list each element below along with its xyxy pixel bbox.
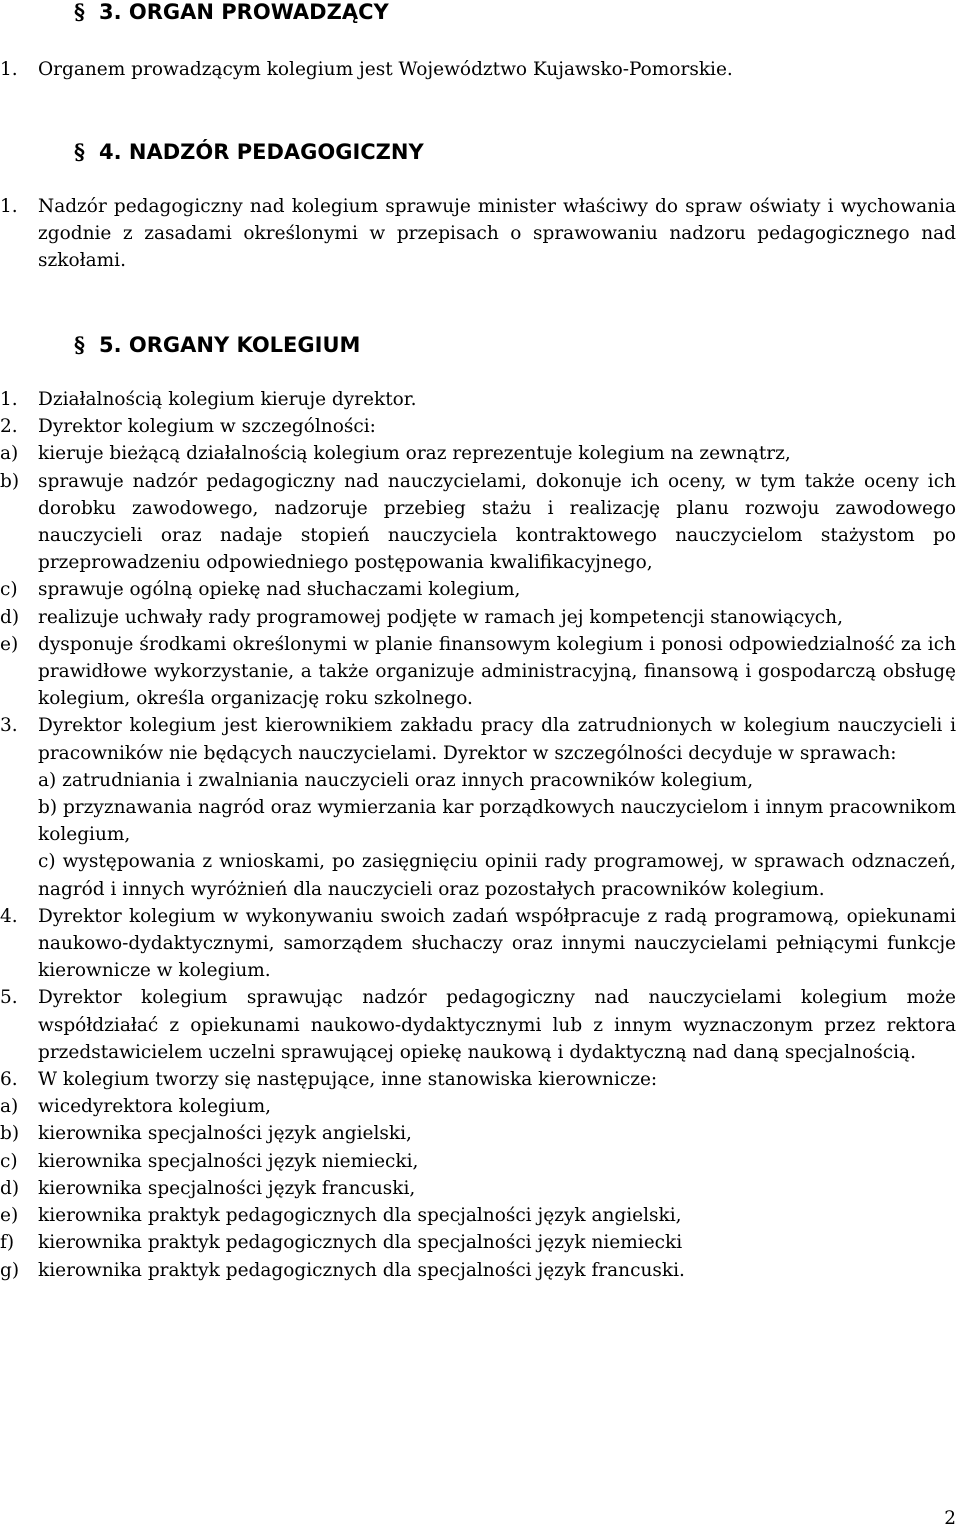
section-3-body [0,56,956,83]
item-text: kierownika praktyk pedagogicznych dla specjalności język niemiecki [38,1232,683,1254]
item-number: 5. [0,987,18,1009]
item-number: 3. [0,715,18,737]
item-text: sprawuje nadzór pedagogiczny nad nauczycielami, dokonuje ich oceny, w tym także oceny ich dorobku zawodowego, nadzoruje przebieg stażu i realizację planu rozwoju zawodowego nauczycieli oraz nadaje stopień nauczyciela kontraktowego nauczycielom stażystom po przeprowadzeniu odpowiedniego postępowania kwalifikacyjnego, [38,470,956,574]
item-text: realizuje uchwały rady programowej podjęte w ramach jej kompetencji stanowiących, [38,606,843,628]
section-5-title: 5. ORGANY KOLEGIUM [98,333,361,357]
item-text: a) zatrudniania i zwalniania nauczycieli oraz innych pracowników kolegium, [38,769,754,791]
section-4-body [0,193,956,275]
item-text: Działalnością kolegium kieruje dyrektor. [38,389,417,410]
section-5-body [0,386,956,1284]
list-item [0,386,956,413]
item-number: b) [0,470,20,492]
item-number: e) [0,1205,19,1227]
list-item [0,1257,956,1284]
item-number: 1. [0,196,18,217]
item-number: 6. [0,1069,18,1091]
list-item [0,767,956,794]
item-number: c) [0,1150,18,1172]
section-sign: § [74,139,85,164]
list-item [0,903,956,985]
item-number: e) [0,633,19,655]
list-item [0,56,956,83]
item-text: kierownika praktyk pedagogicznych dla specjalności język francuski. [38,1259,685,1281]
item-number: 4. [0,905,18,927]
list-item [0,1229,956,1256]
item-text: kieruje bieżącą działalnością kolegium oraz reprezentuje kolegium na zewnątrz, [38,443,791,465]
list-item [0,1120,956,1147]
item-text: Nadzór pedagogiczny nad kolegium sprawuje minister właściwy do spraw oświaty i wychowania zgodnie z zasadami określonymi w przepisach o sprawowaniu nadzoru pedagogicznego nad szkołami. [38,196,956,272]
section-sign: § [74,0,85,24]
item-text: kierownika specjalności język niemiecki, [38,1150,419,1172]
section-4-title: 4. NADZÓR PEDAGOGICZNY [98,140,424,164]
list-item [0,193,956,275]
list-item [0,1175,956,1202]
section-5-heading [74,331,360,359]
item-text: b) przyznawania nagród oraz wymierzania kar porządkowych nauczycielom i innym pracownikom kolegium, [38,797,956,846]
list-item [0,1093,956,1120]
item-number: f) [0,1232,15,1254]
list-item [0,1066,956,1093]
list-item [0,712,956,766]
item-text: wicedyrektora kolegium, [38,1096,271,1118]
item-number: 2. [0,416,18,438]
list-item [0,440,956,467]
list-item [0,604,956,631]
item-text: c) występowania z wnioskami, po zasięgnięciu opinii rady programowej, w sprawach odznaczeń, nagród i innych wyróżnień dla nauczycieli oraz pozostałych pracowników kolegium. [38,851,956,900]
item-text: Dyrektor kolegium w szczególności: [38,416,376,438]
item-number: a) [0,443,19,465]
section-4-heading [74,138,424,166]
item-number: g) [0,1259,20,1281]
section-3-heading [74,0,389,26]
item-number: 1. [0,59,18,80]
item-number: d) [0,1177,20,1199]
item-number: b) [0,1123,20,1145]
item-number: a) [0,1096,19,1118]
item-number: 1. [0,389,18,410]
list-item [0,848,956,902]
list-item [0,984,956,1066]
list-item [0,631,956,713]
item-text: kierownika specjalności język francuski, [38,1177,416,1199]
item-text: Dyrektor kolegium jest kierownikiem zakładu pracy dla zatrudnionych w kolegium nauczycieli i pracowników nie będących nauczycielami. Dyrektor w szczególności decyduje w sprawach: [38,715,956,764]
item-text: W kolegium tworzy się następujące, inne stanowiska kierownicze: [38,1069,658,1091]
section-sign: § [74,332,85,357]
list-item [0,1148,956,1175]
item-text: Organem prowadzącym kolegium jest Województwo Kujawsko-Pomorskie. [38,59,733,80]
item-text: sprawuje ogólną opiekę nad słuchaczami kolegium, [38,579,521,601]
list-item [0,468,956,577]
item-text: Dyrektor kolegium w wykonywaniu swoich zadań współpracuje z radą programową, opiekunami naukowo-dydaktycznymi, samorządem słuchaczy oraz innymi nauczycielami pełniącymi funkcje kierownicze w kolegium. [38,905,956,982]
list-item [0,794,956,848]
item-number: c) [0,579,18,601]
item-text: dysponuje środkami określonymi w planie finansowym kolegium i ponosi odpowiedzialność za ich prawidłowe wykorzystanie, a także organizuje administracyjną, finansową i gospodarczą obsługę kolegium, określa organizację roku szkolnego. [38,633,956,710]
list-item [0,1202,956,1229]
page-number: 2 [944,1508,956,1529]
list-item [0,576,956,603]
list-item [0,413,956,440]
item-text: kierownika specjalności język angielski, [38,1123,412,1145]
item-number: d) [0,606,20,628]
section-3-title: 3. ORGAN PROWADZĄCY [98,0,389,24]
item-text: Dyrektor kolegium sprawując nadzór pedagogiczny nad nauczycielami kolegium może współdziałać z opiekunami naukowo-dydaktycznymi lub z innym wyznaczonym przez rektora przedstawicielem uczelni sprawującej opiekę naukową i dydaktyczną nad daną specjalnością. [38,987,956,1063]
item-text: kierownika praktyk pedagogicznych dla specjalności język angielski, [38,1205,682,1227]
